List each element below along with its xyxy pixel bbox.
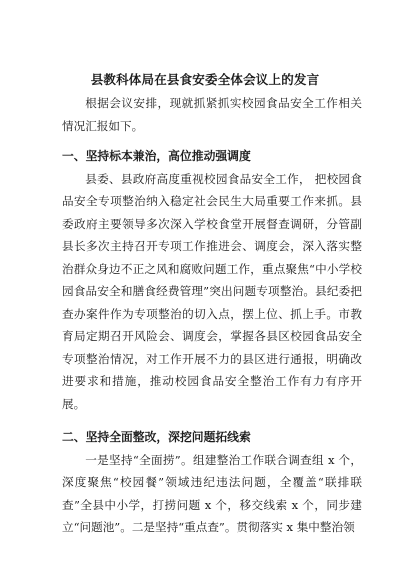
document-title: 县教科体局在县食安委全体会议上的发言 <box>90 72 320 87</box>
intro-paragraph: 根据会议安排，现就抓紧抓实校园食品安全工作相关情况汇报如下。 <box>62 96 362 133</box>
section-heading-2: 二、坚持全面整改，深挖问题拓线索 <box>62 430 251 444</box>
section-2-paragraph: 一是坚持“全面捞”。组建整治工作联合调查组 x 个，深度聚焦“校园餐”领域违纪违法问题，全覆盖“联排联查”全县中小学，打捞问题 x 个，移交线索 x 个，同步建立“问题池”。二是坚持“重点查”。贯彻落实 x 集中整治领 <box>62 452 362 534</box>
document-body <box>62 92 362 539</box>
section-heading-1: 一、坚持标本兼治，高位推动强调度 <box>62 149 251 163</box>
section-1-paragraph: 县委、县政府高度重视校园食品安全工作， 把校园食品安全专项整治纳入稳定社会民生大局重要工作来抓。县委政府主要领导多次深入学校食堂开展督查调研，分管副县长多次主持召开专项工作推进会、调度会，深入落实整治群众身边不正之风和腐败问题工作，重点聚焦“中小学校园食品安全和膳食经费管理”突出问题专项整治。县纪委把查办案件作为专项整治的切入点，摆上位、抓上手。市教育局定期召开风险会、调度会，掌握各县区校园食品安全专项整治情况，对工作开展不力的县区进行通报，明确改进要求和措施，推动校园食品安全整治工作有力有序开展。 <box>62 171 362 411</box>
